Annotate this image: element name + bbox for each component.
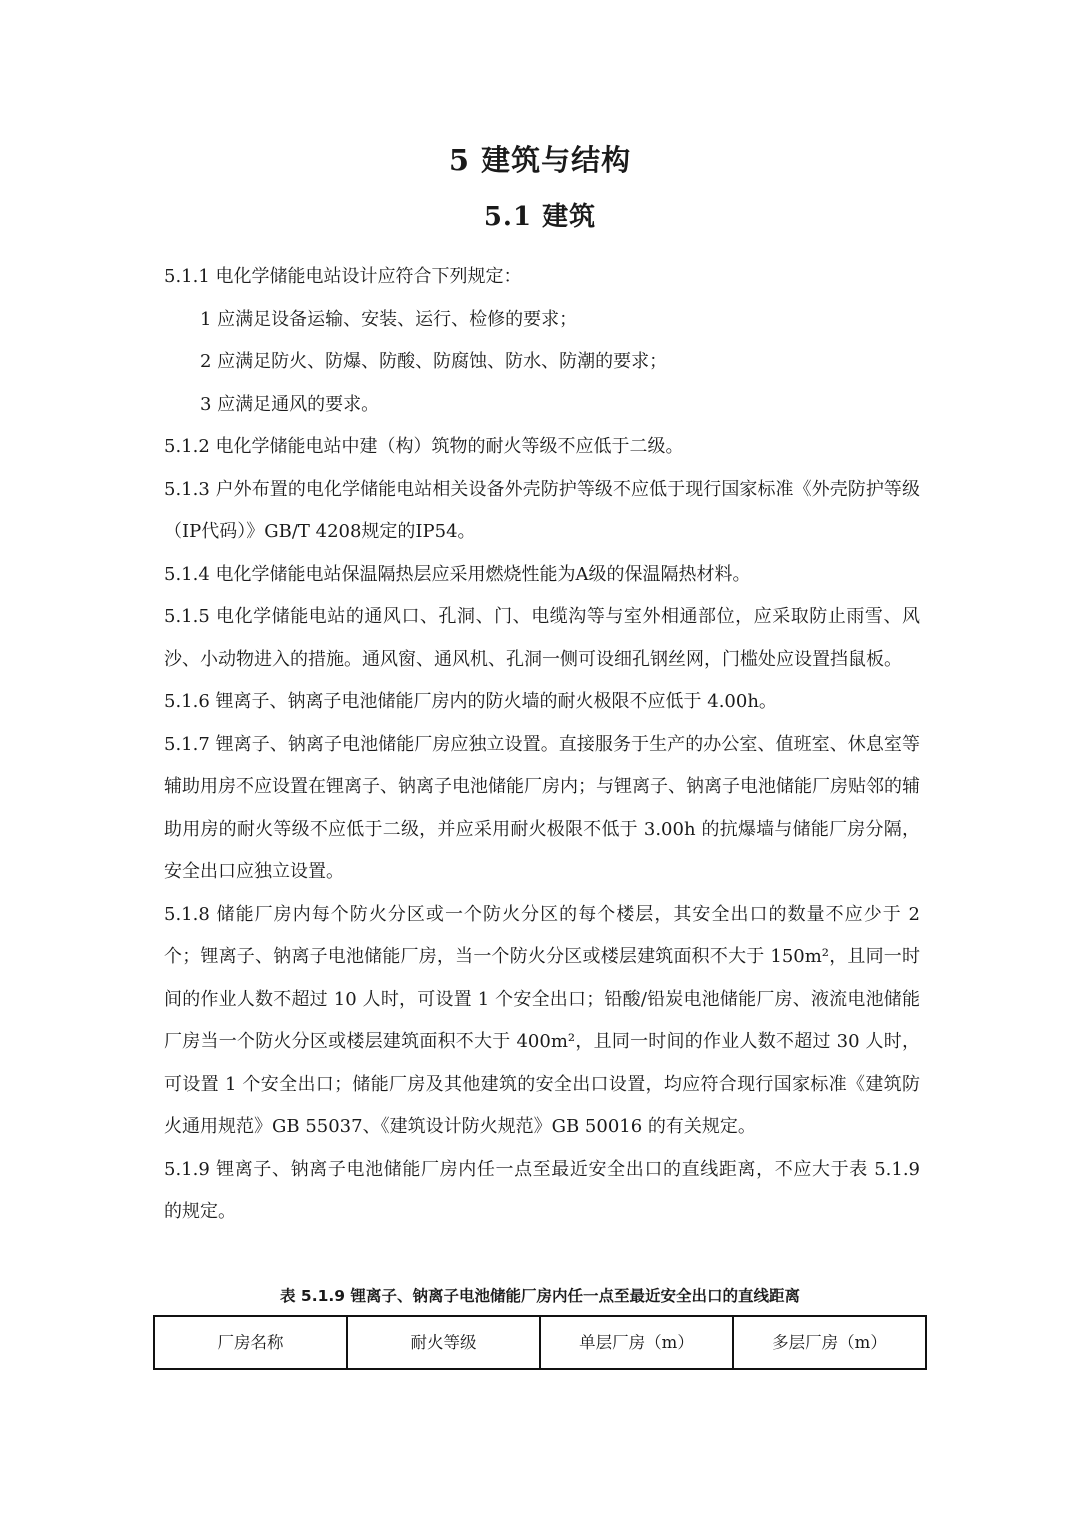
clause-5-1-5: 5.1.5 电化学储能电站的通风口、孔洞、门、电缆沟等与室外相通部位，应采取防止雨雪、风沙、小动物进入的措施。通风窗、通风机、孔洞一侧可设细孔钢丝网，门槛处应设置挡鼠板。 — [164, 606, 920, 670]
table-caption: 表 5.1.9 锂离子、钠离子电池储能厂房内任一点至最近安全出口的直线距离 — [280, 1287, 800, 1305]
table-header-row — [154, 1316, 926, 1369]
clause-5-1-3: 5.1.3 户外布置的电化学储能电站相关设备外壳防护等级不应低于现行国家标准《外壳防护等级（IP代码）》GB/T 4208规定的IP54。 — [164, 478, 920, 542]
clause-5-1-1-item-2: 2 应满足防火、防爆、防酸、防腐蚀、防水、防潮的要求； — [200, 351, 668, 372]
clause-5-1-1: 5.1.1 电化学储能电站设计应符合下列规定： — [164, 266, 522, 287]
clause-5-1-7: 5.1.7 锂离子、钠离子电池储能厂房应独立设置。直接服务于生产的办公室、值班室、休息室等辅助用房不应设置在锂离子、钠离子电池储能厂房内；与锂离子、钠离子电池储能厂房贴邻的辅助用房的耐火等级不应低于二级，并应采用耐火极限不低于 3.00h 的抗爆墙与储能厂房分隔，安全出口应独立设置。 — [164, 733, 920, 882]
chapter-title: 5 建筑与结构 — [448, 143, 632, 177]
distance-table — [153, 1315, 927, 1370]
header-fire-rating: 耐火等级 — [347, 1316, 540, 1369]
clause-5-1-6: 5.1.6 锂离子、钠离子电池储能厂房内的防火墙的耐火极限不应低于 4.00h。 — [164, 691, 777, 712]
clause-5-1-8: 5.1.8 储能厂房内每个防火分区或一个防火分区的每个楼层，其安全出口的数量不应少于 2 个；锂离子、钠离子电池储能厂房，当一个防火分区或楼层建筑面积不大于 150m²，且同一时间的作业人数不超过 10 人时，可设置 1 个安全出口；铅酸/铅炭电池储能厂房、液流电池储能厂房当一个防火分区或楼层建筑面积不大于 400m²，且同一时间的作业人数不超过 30 人时，可设置 1 个安全出口；储能厂房及其他建筑的安全出口设置，均应符合现行国家标准《建筑防火通用规范》GB 55037、《建筑设计防火规范》GB 50016 的有关规定。 — [164, 903, 920, 1137]
header-plant-name: 厂房名称 — [154, 1316, 347, 1369]
clause-5-1-1-item-3: 3 应满足通风的要求。 — [200, 393, 380, 415]
clause-5-1-2: 5.1.2 电化学储能电站中建（构）筑物的耐火等级不应低于二级。 — [164, 436, 684, 457]
clause-5-1-4: 5.1.4 电化学储能电站保温隔热层应采用燃烧性能为A级的保温隔热材料。 — [164, 563, 751, 585]
clause-5-1-9: 5.1.9 锂离子、钠离子电池储能厂房内任一点至最近安全出口的直线距离，不应大于表 5.1.9 的规定。 — [164, 1158, 920, 1222]
header-multi-storey: 多层厂房（m） — [733, 1316, 926, 1369]
document-body — [164, 256, 920, 1234]
section-title: 5.1 建筑 — [483, 202, 597, 232]
clause-5-1-1-item-1: 1 应满足设备运输、安装、运行、检修的要求； — [200, 308, 578, 330]
header-single-storey: 单层厂房（m） — [540, 1316, 733, 1369]
